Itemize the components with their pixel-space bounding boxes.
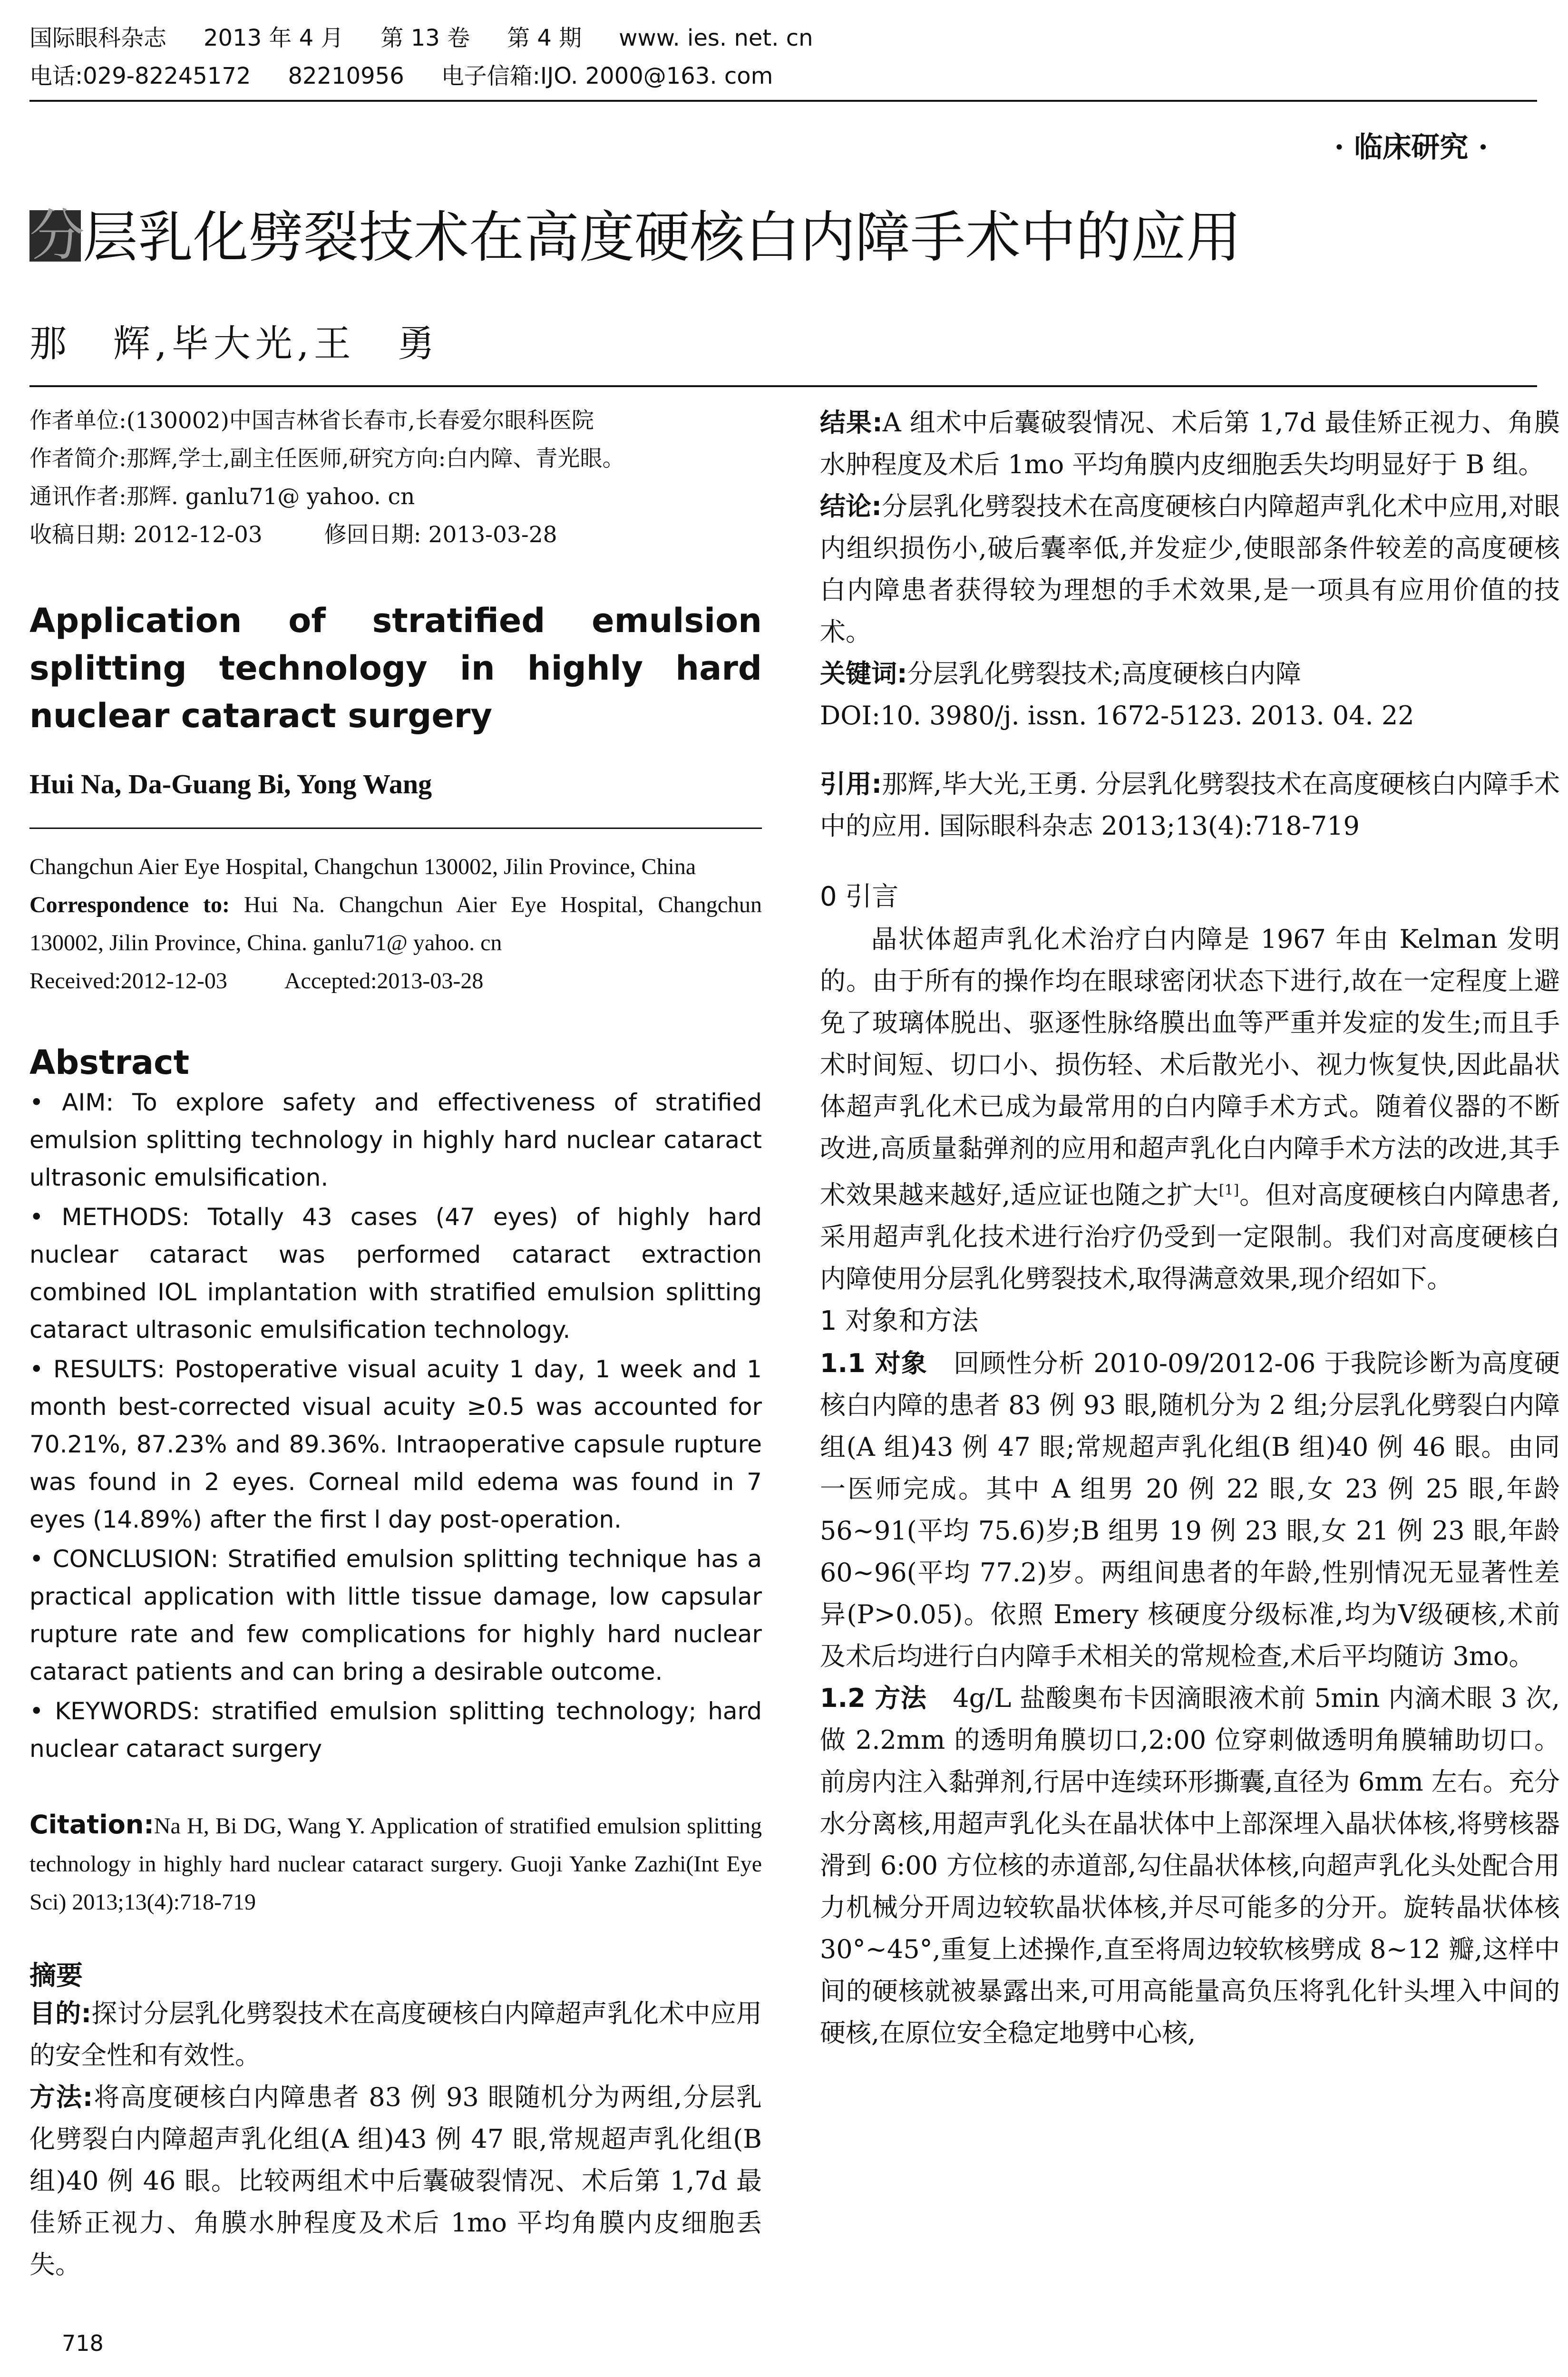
reference-cn (820, 763, 1560, 847)
section-0-heading: 0 引言 (820, 881, 899, 912)
journal-header (29, 19, 1537, 95)
phone: 电话:029-82245172 (29, 63, 251, 89)
affiliation: Changchun Aier Eye Hospital, Changchun 130002, Jilin Province, China (29, 854, 696, 879)
journal-website: www. ies. net. cn (619, 25, 813, 51)
subjects-paragraph (820, 1343, 1560, 1677)
page-number: 718 (62, 2330, 104, 2356)
citation-text: Na H, Bi DG, Wang Y. Application of stratified emulsion splitting technology in highly hard nuclear cataract surgery. Guoji Yanke Zazhi(Int Eye Sci) 2013;13(4):718-719 (29, 1813, 762, 1915)
abstract-methods: • METHODS: Totally 43 cases (47 eyes) of highly hard nuclear cataract was performed cataract extraction combined IOL implantation with stratified emulsion splitting cataract ultrasonic emulsification technology. (29, 1203, 762, 1344)
keywords-label: 关键词: (820, 659, 907, 689)
title-first-char: 分 (29, 204, 85, 268)
header-line-1 (29, 19, 1537, 57)
subjects-text: 回顾性分析 2010-09/2012-06 于我院诊断为高度硬核白内障的患者 83 例 93 眼,随机分为 2 组;分层乳化劈裂白内障组(A 组)43 例 47 眼;常规超声乳化组(B 组)40 例 46 眼。由同一医师完成。其中 A 组男 20 例 22 眼,女 23 例 25 眼,年龄 56~91(平均 75.6)岁;B 组男 19 例 23 眼,女 21 例 23 眼,年龄 60~96(平均 77.2)岁。两组间患者的年龄,性别情况无显著性差异(P>0.05)。依照 Emery 核硬度分级标准,均为Ⅴ级硬核,术前及术后均进行白内障手术相关的常规检查,术后平均随访 3mo。 (820, 1348, 1560, 1671)
author-bio: 作者简介:那辉,学士,副主任医师,研究方向:白内障、青光眼。 (29, 446, 625, 472)
issue-number: 第 4 期 (507, 25, 582, 51)
aim-text: 探讨分层乳化劈裂技术在高度硬核白内障超声乳化术中应用的安全性和有效性。 (29, 1998, 762, 2070)
corresponding-author: 通讯作者:那辉. ganlu71@ yahoo. cn (29, 484, 415, 510)
abstract-conclusion: • CONCLUSION: Stratified emulsion splitting technique has a practical application with little tissue damage, low capsular rupture rate and few complications for highly hard nuclear cataract patients and can bring a desirable outcome. (29, 1545, 762, 1685)
received-date: 收稿日期: 2012-12-03 (29, 522, 263, 548)
methods-paragraph (820, 1677, 1560, 2054)
authors-cn: 那 辉,毕大光,王 勇 (29, 322, 439, 365)
volume: 第 13 卷 (380, 25, 470, 51)
conclusion-label: 结论: (820, 491, 882, 521)
dates-cn (29, 516, 762, 554)
correspondence (29, 886, 762, 962)
header-line-2 (29, 57, 1537, 95)
abstract-cn-result (820, 402, 1560, 486)
received-en: Received:2012-12-03 (29, 968, 227, 994)
authors-rule (29, 385, 1537, 387)
citation-label: Citation: (29, 1810, 154, 1840)
reference-text: 那辉,毕大光,王勇. 分层乳化劈裂技术在高度硬核白内障手术中的应用. 国际眼科杂志 2013;13(4):718-719 (820, 769, 1560, 841)
conclusion-text: 分层乳化劈裂技术在高度硬核白内障超声乳化术中应用,对眼内组织损伤小,破后囊率低,并发症少,使眼部条件较差的高度硬核白内障患者获得较为理想的手术效果,是一项具有应用价值的技术。 (820, 491, 1560, 647)
header-rule (29, 100, 1537, 102)
revised-date: 修回日期: 2013-03-28 (324, 522, 557, 548)
citation-ref-1[interactable]: [1] (1218, 1182, 1239, 1198)
title-text: 层乳化劈裂技术在高度硬核白内障手术中的应用 (83, 205, 1241, 270)
section-tag: · 临床研究 · (1334, 131, 1488, 164)
abstract-cn-conclusion (820, 486, 1560, 653)
result-text: A 组术中后囊破裂情况、术后第 1,7d 最佳矫正视力、角膜水肿程度及术后 1mo 平均角膜内皮细胞丢失均明显好于 B 组。 (820, 408, 1560, 479)
abstract-results: • RESULTS: Postoperative visual acuity 1 day, 1 week and 1 month best-corrected visual acuity ≥0.5 was accounted for 70.21%, 87.23% and 89.36%. Intraoperative capsule rupture was found in 2 eyes. Corneal mild edema was found in 7 eyes (14.89%) after the first l day post-operation. (29, 1355, 762, 1533)
journal-name: 国际眼科杂志 (29, 25, 167, 51)
section-1-heading: 1 对象和方法 (820, 1305, 979, 1336)
english-authors-rule (29, 828, 762, 829)
email: 电子信箱:IJO. 2000@163. com (441, 63, 773, 89)
doi[interactable]: DOI:10. 3980/j. issn. 1672-5123. 2013. 04. 22 (820, 701, 1414, 731)
reference-label: 引用: (820, 769, 882, 799)
issue-date: 2013 年 4 月 (204, 25, 344, 51)
methods-label: 1.2 方法 (820, 1683, 927, 1713)
article-title (29, 205, 1241, 271)
subjects-label: 1.1 对象 (820, 1348, 927, 1378)
abstract-cn-method (29, 2076, 762, 2286)
method-text: 将高度硬核白内障患者 83 例 93 眼随机分为两组,分层乳化劈裂白内障超声乳化组(A 组)43 例 47 眼,常规超声乳化组(B 组)40 例 46 眼。比较两组术中后囊破裂情况、术后第 1,7d 最佳矫正视力、角膜水肿程度及术后 1mo 平均角膜内皮细胞丢失。 (29, 2082, 762, 2280)
intro-paragraph (820, 918, 1560, 1300)
intro-text-2: 。但对高度硬核白内障患者,采用超声乳化技术进行治疗仍受到一定限制。我们对高度硬核白内障使用分层乳化劈裂技术,取得满意效果,现介绍如下。 (820, 1180, 1560, 1294)
abstract-keywords: • KEYWORDS: stratified emulsion splitting technology; hard nuclear cataract surgery (29, 1697, 762, 1763)
abstract-heading: Abstract (29, 1043, 190, 1082)
correspondence-label: Correspondence to: (29, 892, 230, 917)
abstract-cn-aim (29, 1993, 762, 2076)
dates-en (29, 962, 762, 1000)
right-column (820, 402, 1560, 2054)
left-column (29, 402, 762, 2286)
aim-label: 目的: (29, 1998, 92, 2028)
phone-2: 82210956 (288, 63, 404, 89)
intro-text: 晶状体超声乳化术治疗白内障是 1967 年由 Kelman 发明的。由于所有的操作均在眼球密闭状态下进行,故在一定程度上避免了玻璃体脱出、驱逐性脉络膜出血等严重并发症的发生;而且手术时间短、切口小、损伤轻、术后散光小、视力恢复快,因此晶状体超声乳化术已成为最常用的白内障手术方式。随着仪器的不断改进,高质量黏弹剂的应用和超声乳化白内障手术方法的改进,其手术效果越来越好,适应证也随之扩大 (820, 924, 1560, 1210)
correspondence-text: Hui Na. Changchun Aier Eye Hospital, Changchun 130002, Jilin Province, China. ganlu71@ yahoo. cn (29, 892, 762, 955)
author-unit: 作者单位:(130002)中国吉林省长春市,长春爱尔眼科医院 (29, 408, 594, 434)
accepted-en: Accepted:2013-03-28 (284, 968, 484, 994)
keywords-text: 分层乳化劈裂技术;高度硬核白内障 (907, 659, 1301, 689)
abstract-cn-heading: 摘要 (29, 1960, 83, 1991)
methods-text: 4g/L 盐酸奥布卡因滴眼液术前 5min 内滴术眼 3 次,做 2.2mm 的透明角膜切口,2:00 位穿刺做透明角膜辅助切口。前房内注入黏弹剂,行居中连续环形撕囊,直径为 6mm 左右。充分水分离核,用超声乳化头在晶状体中上部深埋入晶状体核,将劈核器滑到 6:00 方位核的赤道部,勾住晶状体核,向超声乳化头处配合用力机械分开周边较软晶状体核,并尽可能多的分开。旋转晶状体核 30°~45°,重复上述操作,直至将周边较软核劈成 8~12 瓣,这样中间的硬核就被暴露出来,可用高能量高负压将乳化针头埋入中间的硬核,在原位安全稳定地劈中心核, (820, 1683, 1560, 2048)
abstract-aim: • AIM: To explore safety and effectiveness of stratified emulsion splitting technology in highly hard nuclear cataract ultrasonic emulsification. (29, 1089, 762, 1191)
keywords-cn (820, 653, 1560, 695)
english-title: Application of stratified emulsion splitting technology in highly hard nuclear cataract surgery (29, 601, 762, 735)
result-label: 结果: (820, 408, 883, 438)
english-authors: Hui Na, Da-Guang Bi, Yong Wang (29, 769, 432, 799)
citation (29, 1806, 762, 1921)
method-label: 方法: (29, 2082, 93, 2112)
